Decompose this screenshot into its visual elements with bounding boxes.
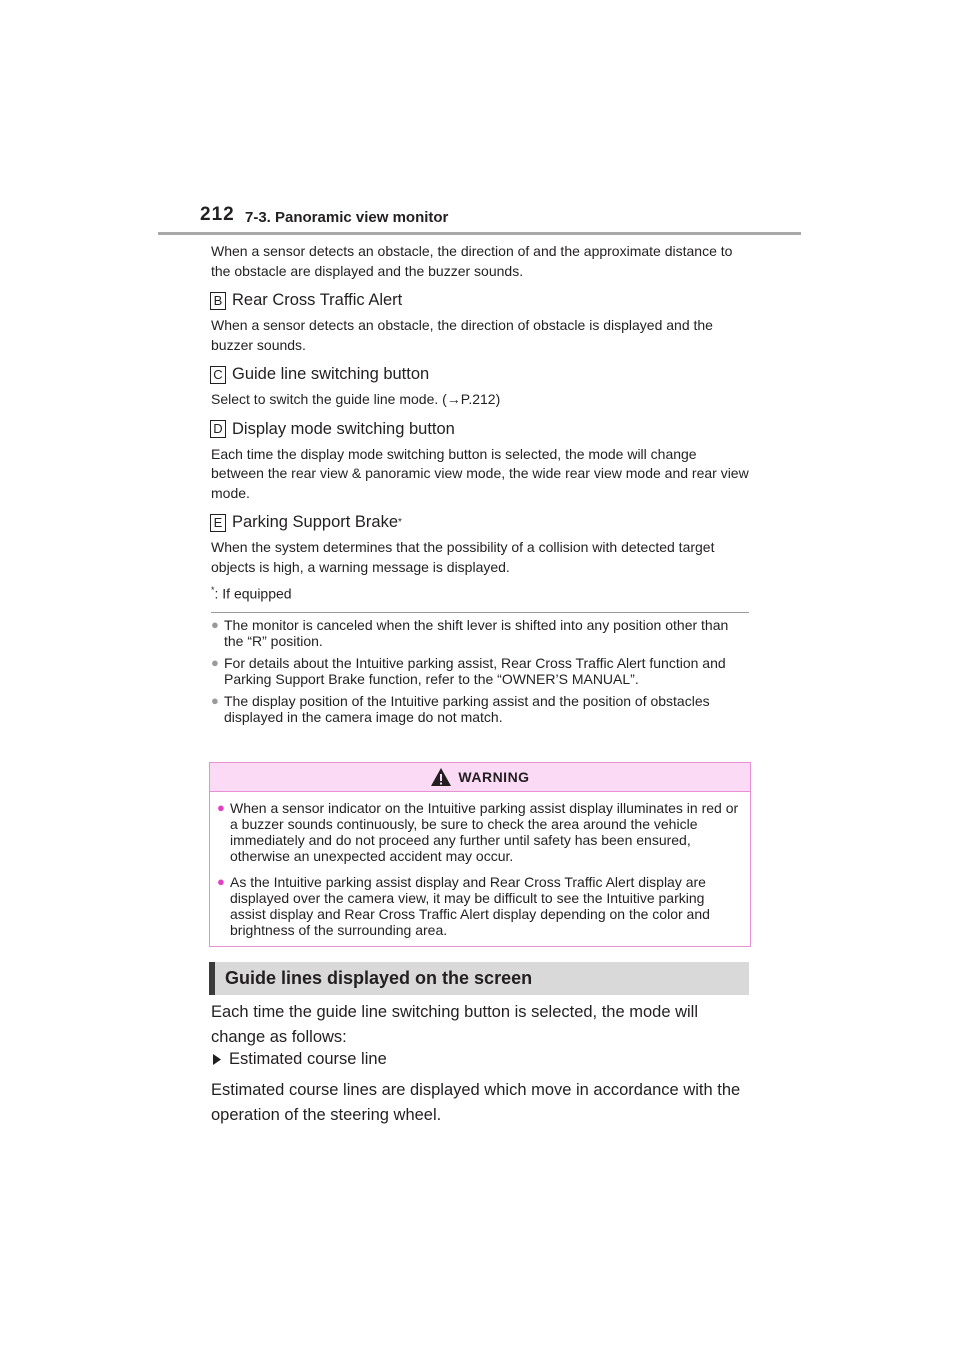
notes-list: [211, 617, 751, 731]
callout-letter-e: E: [210, 514, 226, 532]
note-item: [211, 617, 751, 649]
header-rule: [158, 232, 801, 235]
subheading: [213, 1050, 387, 1069]
item-e-title: [211, 513, 751, 532]
warning-box: [209, 762, 751, 947]
warning-triangle-icon: [430, 767, 452, 787]
item-d-title: [211, 420, 751, 439]
item-c-label: Guide line switching button: [232, 365, 430, 383]
item-b-title: [211, 291, 751, 310]
note-text: The monitor is canceled when the shift lever is shifted into any position other than the “R” position.: [224, 617, 729, 649]
page-number: 212: [200, 204, 235, 225]
notes-divider: [211, 612, 749, 613]
footnote-text: : If equipped: [214, 585, 292, 602]
page-ref-link[interactable]: P.212): [460, 391, 501, 407]
item-b-label: Rear Cross Traffic Alert: [232, 291, 403, 309]
warning-header: [210, 763, 750, 792]
guide-body: Estimated course lines are displayed which move in accordance with the operation of the steering wheel.: [211, 1081, 741, 1124]
footnote-mark: *: [211, 585, 215, 595]
warning-label: WARNING: [458, 769, 530, 785]
section-title: 7-3. Panoramic view monitor: [245, 209, 449, 226]
warning-text: When a sensor indicator on the Intuitive parking assist display illuminates in red or a buzzer sounds continuously, be sure to check the area around the vehicle immediately and do not proceed any further until safety has been ensured, otherwise an unexpected accident may occur.: [230, 800, 739, 864]
item-e-asterisk: *: [398, 517, 402, 528]
bullet-circle-icon: ●: [217, 800, 225, 815]
warning-item: [217, 800, 744, 864]
footnote: [211, 585, 751, 602]
bullet-circle-icon: ●: [211, 655, 219, 670]
section-heading-bar: Guide lines displayed on the screen: [209, 962, 749, 995]
item-d-desc: Each time the display mode switching button is selected, the mode will change between the rear view & panoramic view mode, the wide rear view mode and rear view mode.: [211, 445, 749, 501]
subheading-text: Estimated course line: [229, 1050, 387, 1068]
bullet-circle-icon: ●: [217, 874, 225, 889]
triangle-pointer-icon: [213, 1054, 221, 1065]
callout-letter-d: D: [210, 420, 226, 438]
note-text: For details about the Intuitive parking assist, Rear Cross Traffic Alert function and Parking Support Brake function, refer to the “OWNER’S MANUAL”.: [224, 655, 726, 687]
warning-body: [210, 792, 750, 938]
page-ref-arrow-icon: →: [446, 391, 461, 407]
note-text: The display position of the Intuitive parking assist and the position of obstacles displayed in the camera image do not match.: [224, 693, 710, 725]
callout-letter-c: C: [210, 366, 226, 384]
item-c-desc-text: Select to switch the guide line mode. (: [211, 391, 447, 407]
warning-text: As the Intuitive parking assist display and Rear Cross Traffic Alert display are displayed over the camera view, it may be difficult to see the Intuitive parking assist display and Rear Cross Traffic Alert display depending on the color and brightness of the surrounding area.: [230, 874, 710, 938]
note-item: [211, 693, 751, 725]
bullet-circle-icon: ●: [211, 693, 219, 708]
bullet-circle-icon: ●: [211, 617, 219, 632]
main-content: [211, 242, 751, 602]
item-e-desc: When the system determines that the possibility of a collision with detected target objects is high, a warning message is displayed.: [211, 539, 715, 575]
guide-intro: Each time the guide line switching button is selected, the mode will change as follows:: [211, 1003, 699, 1046]
intro-paragraph: When a sensor detects an obstacle, the direction of and the approximate distance to the obstacle are displayed and the buzzer sounds.: [211, 243, 733, 279]
item-d-label: Display mode switching button: [232, 419, 455, 438]
note-item: [211, 655, 751, 687]
callout-letter-b: B: [210, 292, 226, 310]
item-c-title: [211, 365, 751, 384]
warning-item: [217, 874, 744, 938]
item-c-desc: [211, 390, 751, 410]
item-b-desc: When a sensor detects an obstacle, the direction of obstacle is displayed and the buzzer sounds.: [211, 317, 713, 353]
item-e-label: Parking Support Brake: [232, 513, 399, 531]
